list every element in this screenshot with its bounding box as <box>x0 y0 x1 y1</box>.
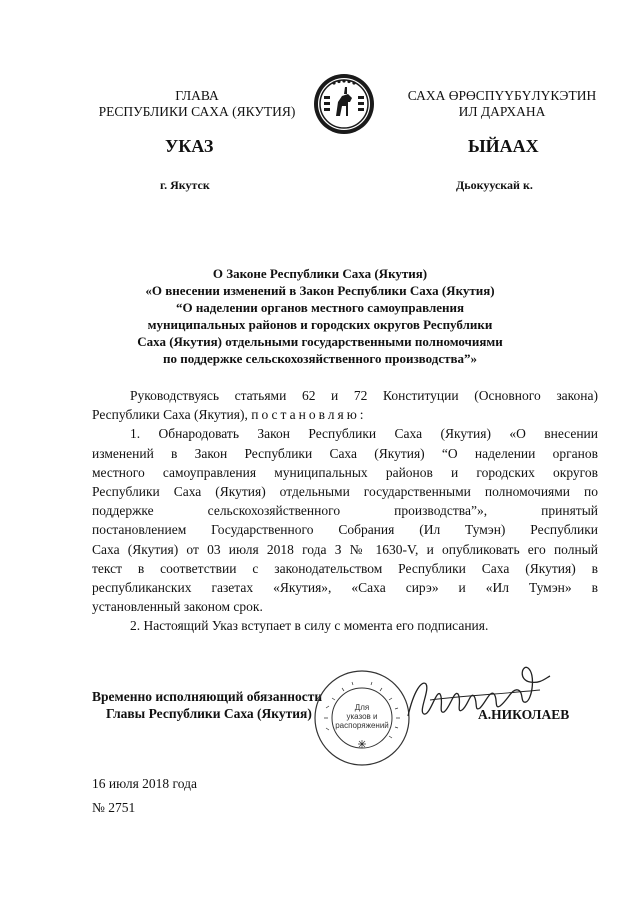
item-1-line: республиканских газетах «Якутия», «Саха сирэ» и «Ил Тумэн» в <box>92 580 598 596</box>
title-line: “О наделении органов местного самоуправления <box>175 300 465 315</box>
header-right-line1: САХА ӨРӨСПҮҮБҮЛҮКЭТИН <box>407 88 597 103</box>
official-stamp <box>312 668 412 768</box>
position-line1: Временно исполняющий обязанности <box>92 689 323 704</box>
position-line2: Главы Республики Саха (Якутия) <box>106 706 312 721</box>
item-1-line: 1. Обнародовать Закон Республики Саха (Якутия) «О внесении <box>130 426 598 442</box>
item-1-line: текст в соответствии с законодательством Республики Саха (Якутия) в <box>92 560 598 576</box>
item-1-line: изменений в Закон Республики Саха (Якутия) “О наделении органов <box>92 445 598 461</box>
decree-date: 16 июля 2018 года <box>92 776 197 791</box>
document-title <box>0 265 640 367</box>
header-right <box>392 88 612 120</box>
decree-number: № 2751 <box>92 800 136 815</box>
item-2-paragraph: 2. Настоящий Указ вступает в силу с момента его подписания. <box>130 618 489 634</box>
title-line: О Законе Республики Саха (Якутия) <box>212 266 428 281</box>
stamp-inner-line1: Для <box>354 703 370 712</box>
title-line: «О внесении изменений в Закон Республики Саха (Якутия) <box>145 283 495 298</box>
title-line: по поддержке сельскохозяйственного производства”» <box>162 351 477 366</box>
stamp-inner-line2: указов и <box>346 712 378 721</box>
item-1-line: поддержке сельскохозяйственного производства”», принятый <box>92 503 598 519</box>
city-ru: г. Якутск <box>160 178 210 192</box>
preamble-decree-word: постановляю: <box>251 407 367 423</box>
header-left <box>82 88 312 120</box>
signatory-name: А.НИКОЛАЕВ <box>478 707 570 722</box>
city-sakha: Дьокуускай к. <box>456 178 533 192</box>
document-body <box>92 386 598 636</box>
stamp-inner-line3: распоряжений <box>335 721 389 730</box>
doc-type-ru: УКАЗ <box>165 136 214 156</box>
doc-type-sakha: ЫЙААХ <box>468 136 539 156</box>
signatory-position <box>92 688 322 722</box>
header-left-line1: ГЛАВА <box>175 88 219 103</box>
item-1-line: постановлением Государственного Собрания (Ил Тумэн) Республики <box>92 522 598 538</box>
item-1-paragraph <box>92 424 598 597</box>
item-1-line: Республики Саха (Якутия) отдельными государственными полномочиями по <box>92 484 598 500</box>
header-right-line2: ИЛ ДАРХАНА <box>458 104 546 119</box>
title-line: муниципальных районов и городских округов Республики <box>147 317 493 332</box>
header-left-line2: РЕСПУБЛИКИ САХА (ЯКУТИЯ) <box>98 104 296 119</box>
item-1-line: местного самоуправления муниципальных районов и городских округов <box>92 464 598 480</box>
coat-of-arms-emblem <box>312 72 376 136</box>
preamble-line: Руководствуясь статьями 62 и 72 Конституции (Основного закона) <box>130 388 598 403</box>
preamble-line <box>92 405 598 424</box>
title-line: Саха (Якутия) отдельными государственными полномочиями <box>137 334 503 349</box>
item-1-line: Саха (Якутия) от 03 июля 2018 года З № 1630-V, и опубликовать его полный <box>92 541 598 557</box>
item-1-last-line: установленный законом срок. <box>92 599 263 615</box>
preamble-text: Республики Саха (Якутия), <box>92 407 252 423</box>
